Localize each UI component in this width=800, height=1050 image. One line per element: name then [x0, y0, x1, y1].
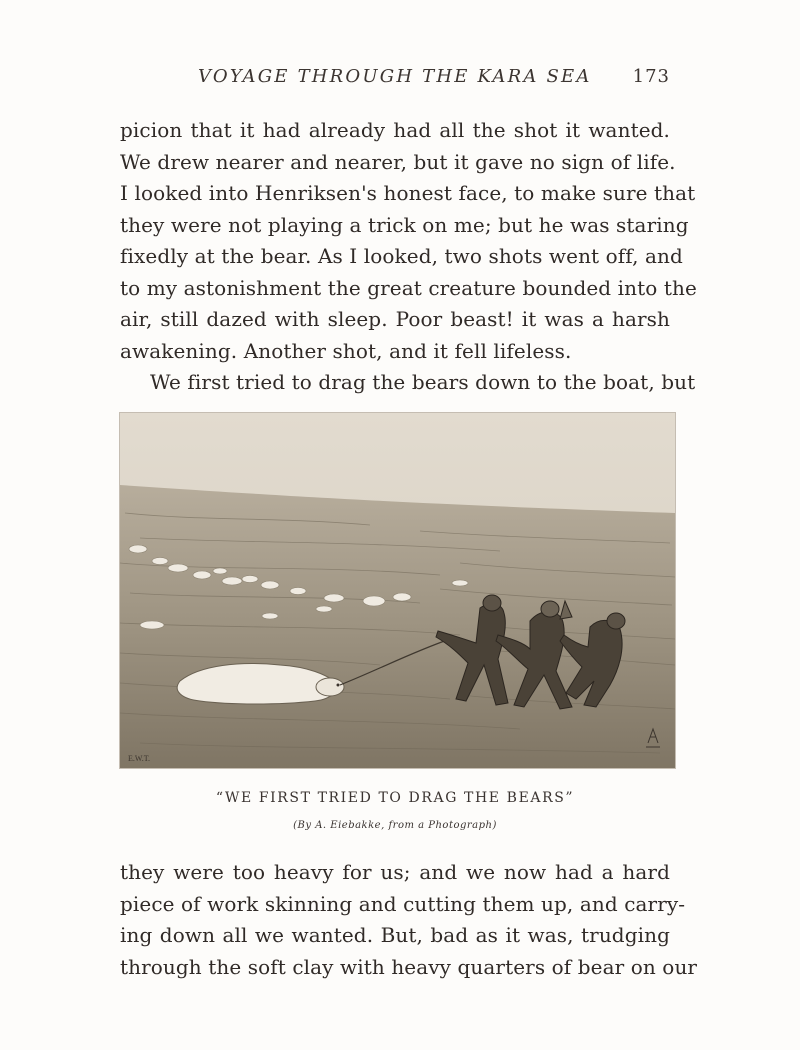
text-line: to my astonishment the great creature bounded into the: [120, 275, 697, 300]
text-line: fixedly at the bear. As I looked, two shots went off, and: [120, 244, 683, 268]
body-text-bottom: [120, 857, 698, 983]
text-line: I looked into Henriksen's honest face, to make sure that: [120, 181, 696, 205]
illustration-plate: [119, 412, 676, 769]
text-line: We first tried to drag the bears down to the boat, but: [150, 370, 696, 394]
artist-signature: E.W.T.: [128, 754, 150, 763]
text-line: piece of work skinning and cutting them up, and carry-: [120, 891, 686, 916]
text-line: they were not playing a trick on me; but he was staring: [120, 212, 689, 237]
text-line: awakening. Another shot, and it fell lifeless.: [120, 338, 572, 363]
illustration-drawing: [120, 413, 675, 768]
text-line: ing down all we wanted. But, bad as it was, trudging: [120, 923, 670, 947]
running-title: VOYAGE THROUGH THE KARA SEA: [198, 66, 592, 87]
text-line: air, still dazed with sleep. Poor beast! it was a harsh: [120, 307, 670, 331]
figure-caption: “WE FIRST TRIED TO DRAG THE BEARS”: [215, 790, 575, 806]
text-line: We drew nearer and nearer, but it gave no sign of life.: [120, 149, 676, 174]
text-line: through the soft clay with heavy quarters of bear on our: [120, 954, 698, 979]
figure-credit: (By A. Eiebakke, from a Photograph): [293, 820, 497, 831]
running-head: [120, 66, 670, 90]
page-number: 173: [632, 66, 670, 87]
text-line: picion that it had already had all the shot it wanted.: [120, 118, 670, 142]
text-line: they were too heavy for us; and we now had a hard: [120, 860, 670, 884]
body-text-top: [120, 115, 697, 399]
